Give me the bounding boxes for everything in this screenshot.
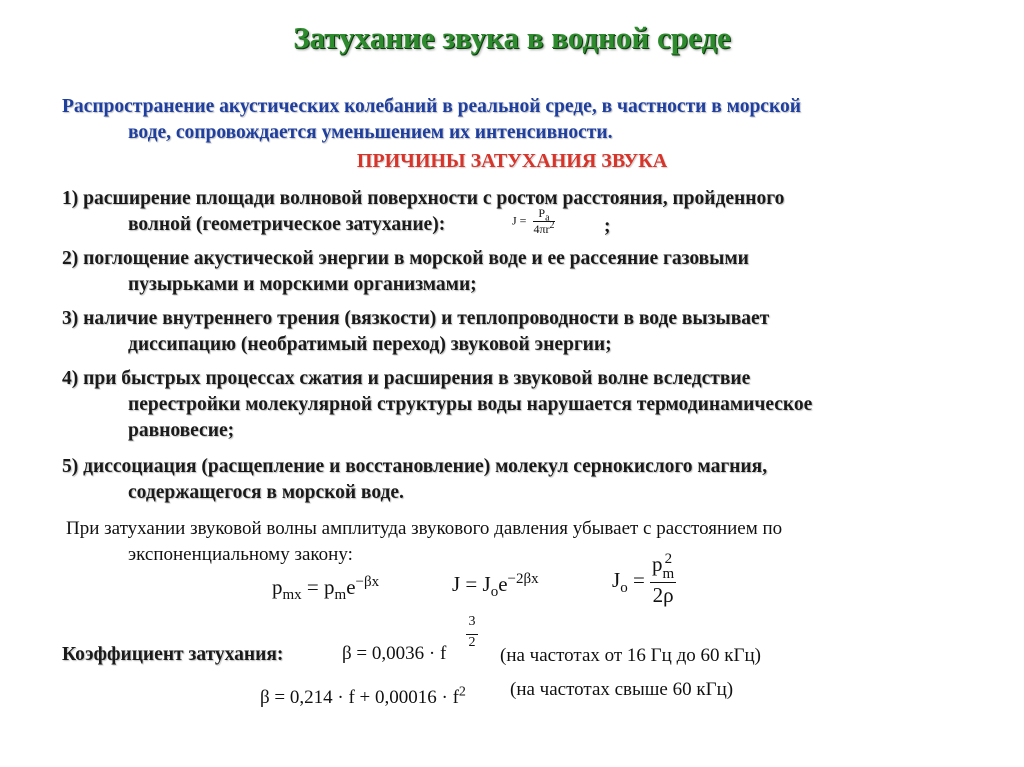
initial-intensity-num-sub: m [662, 566, 675, 582]
intensity-formula-lhs: J = J [452, 572, 491, 596]
reason-5-line-1: 5) диссоциация (расщепление и восстановление) молекул сернокислого магния, [62, 456, 768, 477]
beta-note-1: (на частотах от 16 Гц до 60 кГц) [500, 645, 761, 666]
geometric-formula-den-sup: 2 [549, 220, 555, 231]
reason-3-line-1: 3) наличие внутреннего трения (вязкости) и теплопроводности в воде вызывает [62, 308, 770, 329]
geometric-formula-lhs: J = [512, 213, 527, 228]
intensity-formula [452, 571, 539, 601]
beta-formula-1-exp-den: 2 [466, 634, 478, 651]
intro-line-1: Распространение акустических колебаний в реальной среде, в частности в морской [62, 96, 801, 117]
reason-4-line-1: 4) при быстрых процессах сжатия и расширения в звуковой волне вследствие [62, 368, 751, 389]
reason-4-line-2: перестройки молекулярной структуры воды нарушается термодинамическое [128, 394, 813, 415]
reason-2-line-2: пузырьками и морскими организмами; [128, 274, 477, 295]
pressure-formula-e: e [346, 575, 356, 599]
reason-5-line-2: содержащегося в морской воде. [128, 482, 404, 503]
initial-intensity-lhs: J [612, 567, 621, 592]
beta-formula-2-body: β = 0,214 · f + 0,00016 · f [260, 687, 459, 708]
reason-1-suffix: ; [604, 216, 611, 237]
beta-note-2: (на частотах свыше 60 кГц) [510, 679, 734, 700]
initial-intensity-eq: = [627, 567, 645, 592]
reasons-heading: ПРИЧИНЫ ЗАТУХАНИЯ ЗВУКА [356, 150, 668, 172]
geometric-formula-den: 4πr [533, 222, 550, 236]
geometric-formula-num-sub: a [545, 212, 550, 224]
page-title: Затухание звука в водной среде [293, 20, 731, 55]
pressure-formula-m-sub: m [334, 587, 347, 604]
pressure-formula-eq: = p [301, 575, 335, 599]
pressure-formula [272, 574, 380, 604]
initial-intensity-formula [612, 552, 676, 608]
beta-formula-2-exp: 2 [458, 684, 466, 700]
coef-label: Коэффициент затухания: [62, 644, 284, 665]
initial-intensity-num: p [652, 552, 663, 576]
intensity-formula-e: e [498, 572, 508, 596]
geometric-formula-num: P [538, 206, 546, 220]
reason-4-line-3: равновесие; [128, 420, 235, 441]
geometric-formula [512, 206, 555, 237]
intro-line-2: воде, сопровождается уменьшением их интенсивности. [128, 122, 613, 143]
pressure-formula-exp: −βx [355, 574, 380, 590]
intensity-formula-sub: o [490, 584, 499, 601]
beta-formula-2 [260, 684, 466, 709]
exp-text-line-1: При затухании звуковой волны амплитуда звукового давления убывает с расстоянием по [66, 518, 783, 539]
reason-1-line-2: волной (геометрическое затухание): [128, 214, 446, 235]
pressure-formula-lhs: p [272, 575, 283, 599]
reason-2-line-1: 2) поглощение акустической энергии в морской воде и ее рассеяние газовыми [62, 248, 749, 269]
initial-intensity-num-sup: 2 [664, 551, 673, 567]
exp-text-line-2: экспоненциальному закону: [128, 544, 353, 565]
initial-intensity-den: 2ρ [650, 582, 676, 608]
beta-formula-1-exponent [466, 614, 478, 651]
beta-formula-1: β = 0,0036 · f [342, 643, 447, 664]
pressure-formula-lhs-sub: mx [282, 587, 302, 604]
beta-formula-1-exp-num: 3 [468, 614, 476, 629]
reason-1-line-1: 1) расширение площади волновой поверхности с ростом расстояния, пройденного [62, 188, 785, 209]
intensity-formula-exp: −2βx [507, 571, 539, 587]
reason-3-line-2: диссипацию (необратимый переход) звуковой энергии; [128, 334, 612, 355]
initial-intensity-sub: o [620, 579, 628, 596]
